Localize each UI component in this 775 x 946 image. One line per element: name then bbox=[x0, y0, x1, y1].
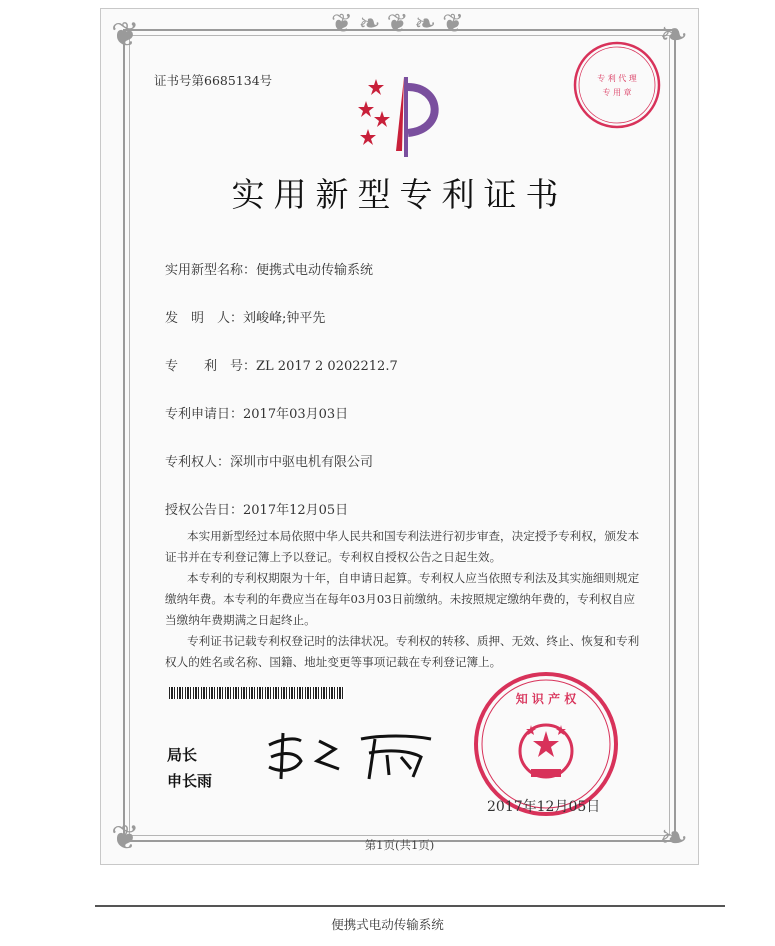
patent-certificate bbox=[100, 8, 699, 865]
patent-holder: 专利权人：深圳市中驱电机有限公司 bbox=[165, 455, 374, 470]
agency-stamp bbox=[571, 39, 663, 131]
signature bbox=[261, 727, 441, 787]
paragraph-1: 本实用新型经过本局依照中华人民共和国专利法进行初步审查，决定授予专利权，颁发本证书并在专利登记簿上予以登记。专利权自授权公告之日起生效。 bbox=[165, 529, 640, 564]
paragraph-2: 本专利的专利权期限为十年，自申请日起算。专利权人应当依照专利法及其实施细则规定缴纳年费。本专利的年费应当在每年03月03日前缴纳。未按照规定缴纳年费的，专利权自应当缴纳年费期满之日起终止。 bbox=[165, 571, 640, 627]
certificate-title: 实用新型专利证书 bbox=[231, 175, 568, 214]
utility-model-name: 实用新型名称：便携式电动传输系统 bbox=[165, 263, 374, 278]
page-number: 第1页(共1页) bbox=[364, 838, 435, 852]
filing-date: 专利申请日：2017年03月03日 bbox=[165, 407, 349, 422]
svg-text:知 识 产 权: 知 识 产 权 bbox=[515, 692, 577, 706]
corner-ornament: ❦ bbox=[111, 15, 140, 55]
corner-ornament: ❧ bbox=[659, 15, 688, 55]
svg-text:专 利 代 理: 专 利 代 理 bbox=[597, 74, 637, 83]
caption-divider bbox=[95, 905, 725, 907]
signatory-title: 局长 bbox=[167, 746, 198, 764]
sipo-logo-icon bbox=[346, 71, 456, 161]
inventor: 发 明 人：刘峻峰;钟平先 bbox=[165, 311, 326, 326]
grant-date: 授权公告日：2017年12月05日 bbox=[165, 503, 349, 518]
barcode bbox=[169, 687, 345, 699]
image-caption: 便携式电动传输系统 bbox=[331, 917, 444, 932]
svg-text:专 用 章: 专 用 章 bbox=[602, 88, 632, 97]
signatory-name: 申长雨 bbox=[167, 772, 213, 790]
corner-ornament: ❦ bbox=[111, 818, 140, 858]
corner-ornament: ❧ bbox=[659, 818, 688, 858]
certificate-number: 证书号第6685134号 bbox=[154, 73, 273, 88]
top-ornament: ❦❧❦❧❦ bbox=[331, 9, 470, 39]
patent-number: 专 利 号：ZL 2017 2 0202212.7 bbox=[165, 359, 398, 374]
paragraph-3: 专利证书记载专利权登记时的法律状况。专利权的转移、质押、无效、终止、恢复和专利权人的姓名或名称、国籍、地址变更等事项记载在专利登记簿上。 bbox=[165, 634, 640, 669]
issue-date: 2017年12月05日 bbox=[487, 799, 601, 815]
